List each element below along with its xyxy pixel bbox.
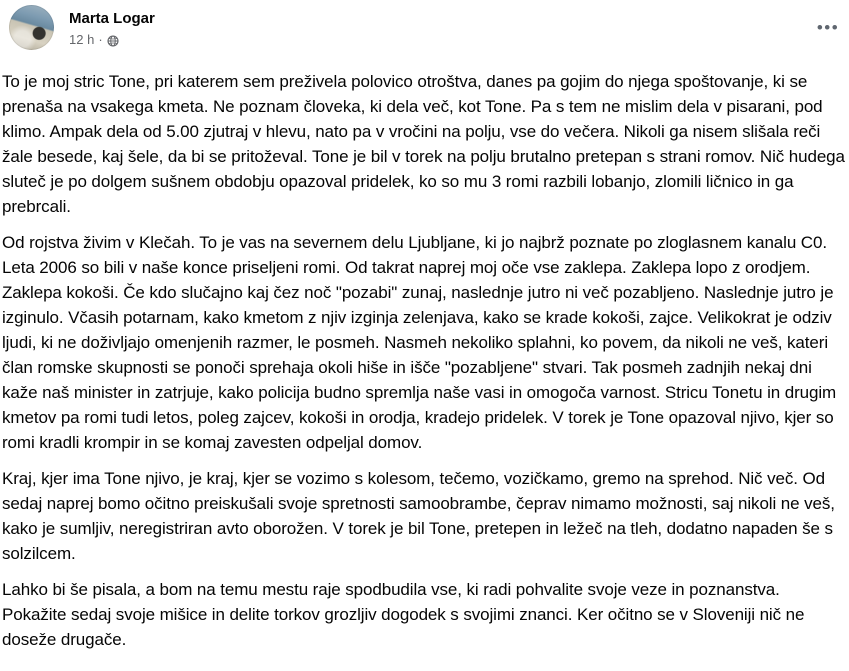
- avatar[interactable]: [9, 5, 54, 50]
- post-meta: [69, 32, 155, 48]
- post-paragraph: Od rojstva živim v Klečah. To je vas na severnem delu Ljubljane, ki jo najbrž poznate po zloglasnem kanalu C0. Leta 2006 so bili v naše konce priseljeni romi. Od takrat naprej moj oče vse zaklepa. Zaklepa lopo z orodjem. Zaklepa kokoši. Če kdo slučajno kaj čez noč "pozabi" zunaj, naslednje jutro ni več pozabljeno. Naslednje jutro je izginulo. Včasih potarnam, kako kmetom z njiv izginja zelenjava, kako se krade kokoši, zajce. Velikokrat je odziv ljudi, ki ne doživljajo omenjenih razmer, le posmeh. Nasmeh nekoliko splahni, ko povem, da nikoli ne veš, kateri član romske skupnosti se ponoči sprehaja okoli hiše in išče "pozabljene" stvari. Tak posmeh zadnjih nekaj dni kaže naš minister in zatrjuje, kako policija budno spremlja naše vasi in omogoča varnost. Stricu Tonetu in drugim kmetov pa romi tudi letos, poleg zajcev, kokoši in orodja, kradejo pridelek. V torek je Tone opazoval njivo, kjer so romi kradli krompir in se komaj zavesten odpeljal domov.: [2, 233, 837, 452]
- author-name[interactable]: Marta Logar: [69, 10, 155, 27]
- post-text: [0, 69, 849, 652]
- post-paragraph: Kraj, kjer ima Tone njivo, je kraj, kjer se vozimo s kolesom, tečemo, vozičkamo, gremo na sprehod. Nič več. Od sedaj naprej bomo očitno preiskušali svoje spretnosti samoobrambe, čeprav nimamo možnosti, saj nikoli ne veš, kako je sumljiv, neregistriran avto oborožen. V torek je bil Tone, pretepen in ležeč na tleh, dodatno napaden še s solzilcem.: [2, 469, 835, 563]
- post-header: [0, 0, 849, 60]
- meta-separator: ·: [98, 32, 103, 47]
- more-options-button[interactable]: •••: [809, 12, 845, 48]
- header-text: [69, 9, 155, 48]
- post-paragraph: Lahko bi še pisala, a bom na temu mestu raje spodbudila vse, ki radi pohvalite svoje veze in poznanstva. Pokažite sedaj svoje mišice in delite torkov grozljiv dogodek s svojimi znanci. Ker očitno se v Sloveniji nič ne doseže drugače.: [2, 580, 805, 649]
- privacy-globe-icon: [107, 35, 119, 47]
- post-paragraph: To je moj stric Tone, pri katerem sem preživela polovico otroštva, danes pa gojim do njega spoštovanje, ki se prenaša na vsakega kmeta. Ne poznam človeka, ki dela več, kot Tone. Pa s tem ne mislim dela v pisarani, pod klimo. Ampak dela od 5.00 zjutraj v hlevu, nato pa v vročini na polju, vse do večera. Nikoli ga nisem slišala reči žale besede, kaj šele, da bi se pritoževal. Tone je bil v torek na polju brutalno pretepan s strani romov. Nič hudega sluteč je po dolgem sušnem obdobju opazoval pridelek, ko so mu 3 romi razbili lobanjo, zlomili ličnico in ga prebrcali.: [2, 72, 845, 216]
- post-timestamp[interactable]: 12 h: [69, 32, 95, 47]
